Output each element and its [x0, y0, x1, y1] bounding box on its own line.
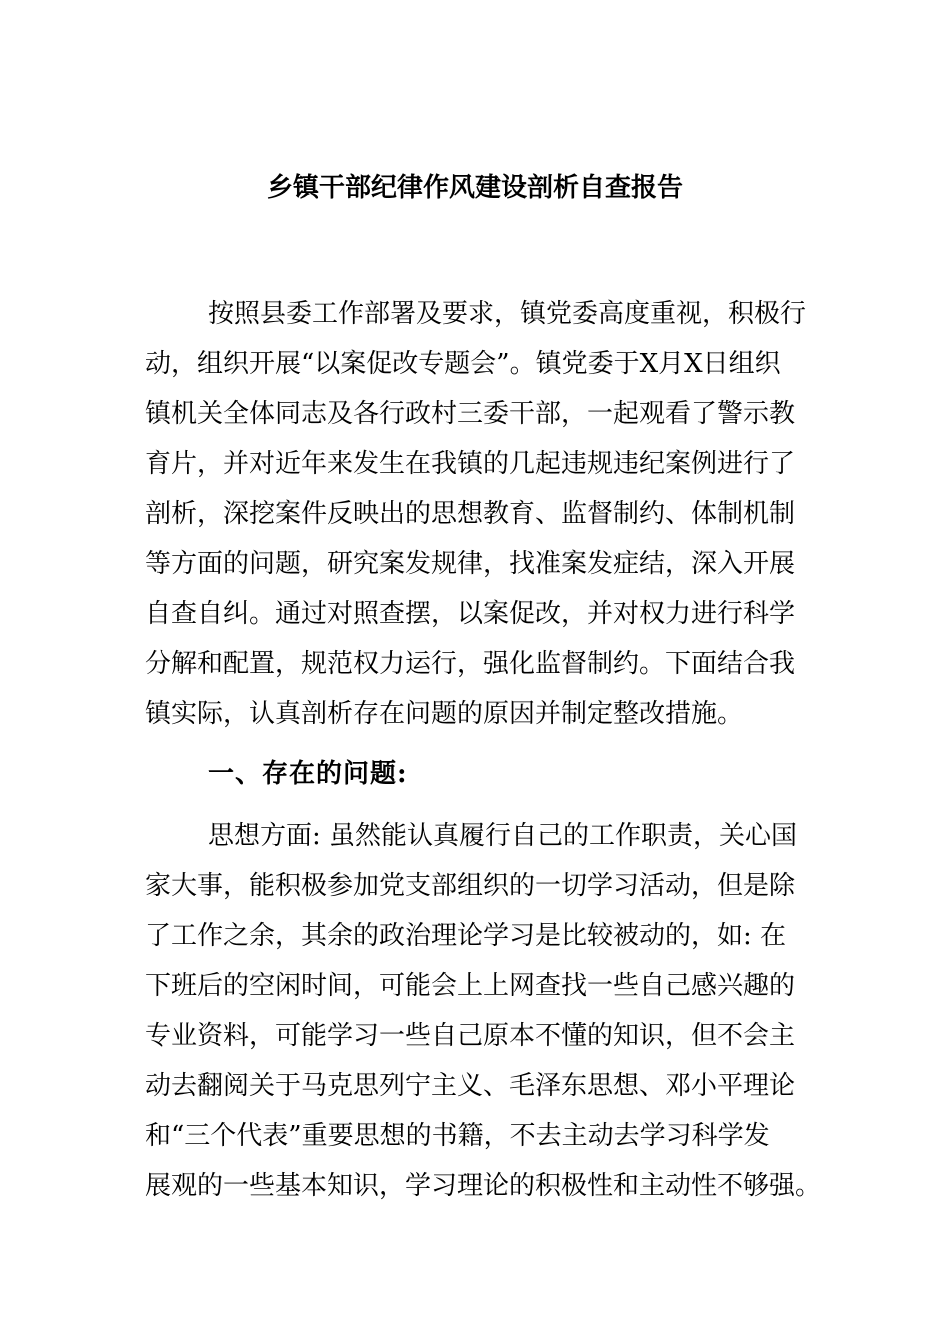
paragraph-2-line-5: 专业资料，可能学习一些自己原本不懂的知识，但不会主 — [145, 1021, 796, 1051]
paragraph-2-line-4: 下班后的空闲时间，可能会上上网查找一些自己感兴趣的 — [145, 971, 796, 1001]
paragraph-1-line-6: 等方面的问题，研究案发规律，找准案发症结，深入开展 — [145, 549, 796, 579]
paragraph-1-line-5: 剖析，深挖案件反映出的思想教育、监督制约、体制机制 — [145, 499, 796, 529]
paragraph-2-line-1: 思想方面: 虽然能认真履行自己的工作职责，关心国 — [208, 821, 798, 851]
paragraph-2-line-2: 家大事，能积极参加党支部组织的一切学习活动，但是除 — [145, 871, 796, 901]
paragraph-1-line-8: 分解和配置，规范权力运行，强化监督制约。下面结合我 — [145, 649, 796, 679]
paragraph-1-line-2: 动，组织开展“以案促改专题会”。镇党委于X月X日组织 — [145, 349, 781, 379]
paragraph-1-line-9: 镇实际，认真剖析存在问题的原因并制定整改措施。 — [145, 699, 744, 729]
paragraph-1-line-4: 育片，并对近年来发生在我镇的几起违规违纪案例进行了 — [145, 449, 796, 479]
paragraph-2-line-6: 动去翻阅关于马克思列宁主义、毛泽东思想、邓小平理论 — [145, 1071, 796, 1101]
paragraph-2-line-3: 了工作之余，其余的政治理论学习是比较被动的，如: 在 — [145, 921, 787, 951]
paragraph-1-line-1: 按照县委工作部署及要求，镇党委高度重视，积极行 — [208, 299, 807, 329]
paragraph-1-line-3: 镇机关全体同志及各行政村三委干部，一起观看了警示教 — [145, 399, 796, 429]
document-title: 乡镇干部纪律作风建设剖析自查报告 — [266, 173, 683, 203]
paragraph-2-line-7: 和“三个代表”重要思想的书籍，不去主动去学习科学发 — [145, 1121, 770, 1151]
section-heading-problems: 一、存在的问题: — [208, 759, 408, 789]
paragraph-2-line-8: 展观的一些基本知识，学习理论的积极性和主动性不够强。 — [145, 1171, 822, 1201]
paragraph-1-line-7: 自查自纠。通过对照查摆，以案促改，并对权力进行科学 — [145, 599, 796, 629]
